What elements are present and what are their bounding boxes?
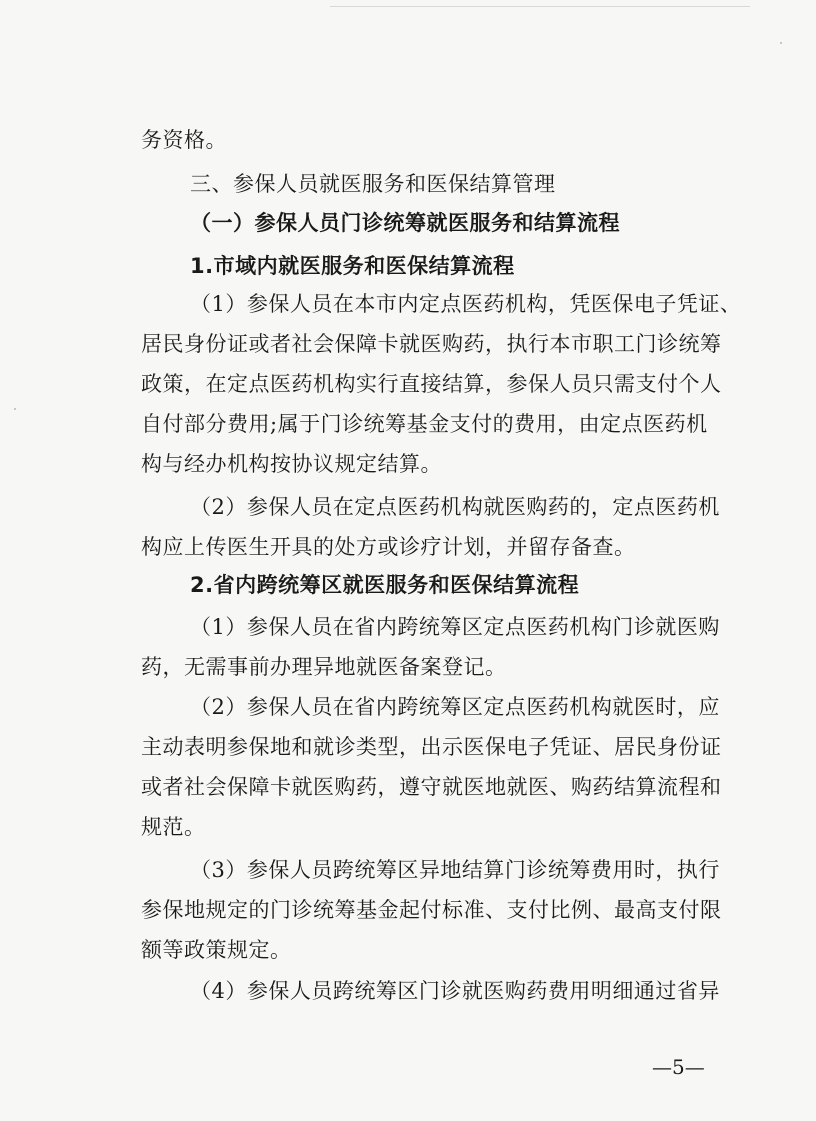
scan-speck xyxy=(780,42,782,44)
page-number: —5— xyxy=(652,1055,705,1079)
paragraph-line: （1）参保人员在省内跨统筹区定点医药机构门诊就医购 xyxy=(190,615,720,639)
paragraph-line: （3）参保人员跨统筹区异地结算门诊统筹费用时，执行 xyxy=(190,858,720,882)
paragraph-line: 构与经办机构按协议规定结算。 xyxy=(141,452,442,476)
paragraph-line: （2）参保人员在定点医药机构就医购药的，定点医药机 xyxy=(190,495,720,519)
paragraph-line: （2）参保人员在省内跨统筹区定点医药机构就医时，应 xyxy=(190,695,720,719)
paragraph-line: 规范。 xyxy=(141,815,206,839)
paragraph-line: （4）参保人员跨统筹区门诊就医购药费用明细通过省异 xyxy=(190,979,720,1003)
paragraph-line: 参保地规定的门诊统筹基金起付标准、支付比例、最高支付限 xyxy=(141,898,722,922)
paragraph-line: （1）参保人员在本市内定点医药机构，凭医保电子凭证、 xyxy=(190,292,742,316)
section-heading: 三、参保人员就医服务和医保结算管理 xyxy=(190,172,556,196)
subsection-heading: 1.市域内就医服务和医保结算流程 xyxy=(190,254,515,278)
paragraph-line: 或者社会保障卡就医购药，遵守就医地就医、购药结算流程和 xyxy=(141,775,722,799)
paragraph-line: 主动表明参保地和就诊类型，出示医保电子凭证、居民身份证 xyxy=(141,735,722,759)
paragraph-line: 政策，在定点医药机构实行直接结算，参保人员只需支付个人 xyxy=(141,372,722,396)
paragraph-line: 药，无需事前办理异地就医备案登记。 xyxy=(141,655,507,679)
paragraph-line: 额等政策规定。 xyxy=(141,938,292,962)
text-line: 务资格。 xyxy=(141,128,227,152)
subsection-heading: 2.省内跨统筹区就医服务和医保结算流程 xyxy=(190,573,580,597)
paragraph-line: 居民身份证或者社会保障卡就医购药，执行本市职工门诊统筹 xyxy=(141,332,722,356)
paragraph-line: 自付部分费用;属于门诊统筹基金支付的费用，由定点医药机 xyxy=(141,412,708,436)
paragraph-line: 构应上传医生开具的处方或诊疗计划，并留存备查。 xyxy=(141,535,636,559)
subsection-heading: （一）参保人员门诊统筹就医服务和结算流程 xyxy=(190,211,620,235)
scan-speck xyxy=(14,408,16,410)
